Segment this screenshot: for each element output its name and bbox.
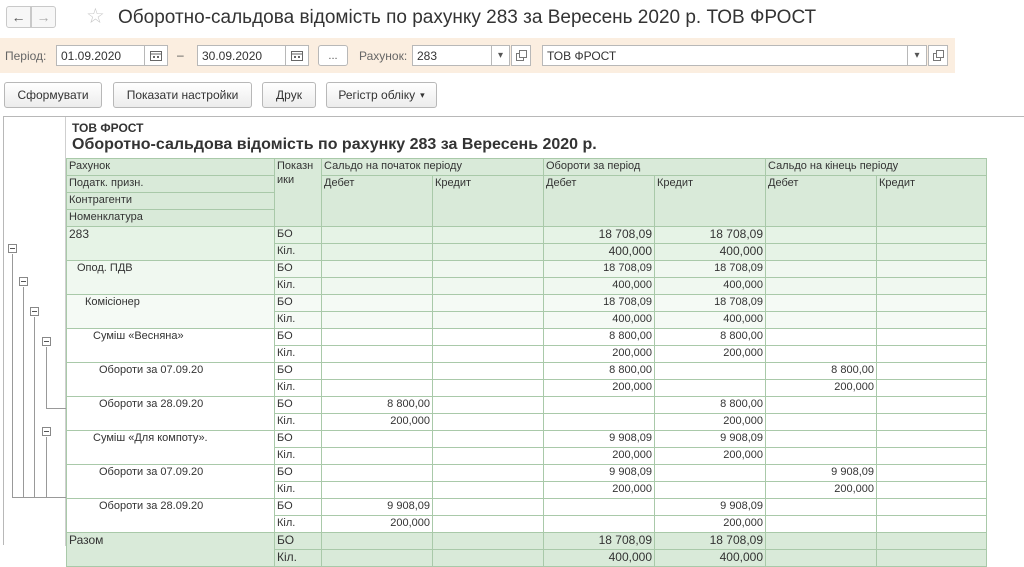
indicator-cell: Кіл. — [275, 414, 322, 431]
register-label: Регістр обліку — [338, 88, 416, 102]
value-cell[interactable]: 8 800,00 — [544, 363, 655, 380]
value-cell[interactable]: 200,000 — [322, 516, 433, 533]
value-cell[interactable]: 200,000 — [655, 516, 766, 533]
value-cell[interactable]: 200,000 — [766, 482, 877, 499]
value-cell[interactable] — [433, 278, 544, 295]
collapse-level-0-icon[interactable] — [8, 244, 17, 253]
chevron-down-icon: ▾ — [497, 50, 504, 61]
date-to-input[interactable]: 30.09.2020 — [197, 45, 286, 66]
period-dash: – — [177, 48, 184, 62]
header-tax-sign: Податк. призн. — [67, 176, 275, 193]
value-cell[interactable] — [766, 346, 877, 363]
value-cell[interactable] — [433, 533, 544, 550]
value-cell[interactable] — [655, 363, 766, 380]
table-row — [67, 533, 987, 550]
title-bar — [0, 0, 1024, 36]
value-cell[interactable] — [766, 329, 877, 346]
value-cell[interactable]: 200,000 — [544, 448, 655, 465]
date-from-input[interactable]: 01.09.2020 — [56, 45, 145, 66]
header-debit: Дебет — [766, 176, 877, 227]
value-cell[interactable] — [433, 465, 544, 482]
value-cell[interactable]: 9 908,09 — [655, 499, 766, 516]
table-row — [67, 363, 987, 380]
value-cell[interactable]: 18 708,09 — [544, 295, 655, 312]
toolbar — [0, 82, 1024, 110]
value-cell[interactable] — [877, 295, 987, 312]
row-name[interactable]: Суміш «Для компоту». — [67, 431, 275, 465]
value-cell[interactable] — [544, 397, 655, 414]
value-cell[interactable] — [766, 295, 877, 312]
account-open-button[interactable] — [511, 45, 531, 66]
table-row — [67, 295, 987, 312]
value-cell[interactable] — [877, 499, 987, 516]
register-dropdown-button[interactable] — [326, 82, 437, 108]
back-button[interactable] — [6, 6, 31, 28]
value-cell[interactable] — [433, 431, 544, 448]
table-row — [67, 329, 987, 346]
value-cell[interactable]: 200,000 — [544, 346, 655, 363]
header-credit: Кредит — [655, 176, 766, 227]
period-label: Період: — [5, 49, 47, 63]
table-row — [67, 261, 987, 278]
header-indicator: Показн ики — [275, 159, 322, 227]
indicator-cell: Кіл. — [275, 516, 322, 533]
value-cell[interactable]: 200,000 — [544, 380, 655, 397]
indicator-cell: БО — [275, 295, 322, 312]
value-cell[interactable]: 18 708,09 — [655, 261, 766, 278]
open-form-icon — [516, 50, 527, 61]
indicator-cell: БО — [275, 261, 322, 278]
value-cell[interactable] — [544, 414, 655, 431]
calendar-to-button[interactable] — [285, 45, 309, 66]
header-debit: Дебет — [544, 176, 655, 227]
value-cell[interactable] — [766, 499, 877, 516]
header-nomenclature: Номенклатура — [67, 210, 275, 227]
value-cell[interactable]: 8 800,00 — [655, 397, 766, 414]
value-cell[interactable] — [322, 278, 433, 295]
value-cell[interactable] — [433, 516, 544, 533]
value-cell[interactable] — [655, 380, 766, 397]
header-credit: Кредит — [433, 176, 544, 227]
value-cell[interactable]: 400,000 — [655, 244, 766, 261]
report-area — [3, 116, 1024, 564]
value-cell[interactable] — [433, 329, 544, 346]
value-cell[interactable] — [877, 550, 987, 567]
value-cell[interactable]: 400,000 — [655, 312, 766, 329]
value-cell[interactable]: 400,000 — [544, 550, 655, 567]
value-cell[interactable] — [322, 550, 433, 567]
outline-line — [46, 408, 66, 409]
value-cell[interactable] — [322, 227, 433, 244]
value-cell[interactable] — [322, 346, 433, 363]
header-turnover: Обороти за період — [544, 159, 766, 176]
value-cell[interactable] — [766, 516, 877, 533]
period-select-button[interactable]: ... — [318, 45, 348, 66]
value-cell[interactable] — [877, 380, 987, 397]
value-cell[interactable]: 18 708,09 — [544, 261, 655, 278]
value-cell[interactable]: 18 708,09 — [655, 227, 766, 244]
value-cell[interactable]: 400,000 — [655, 550, 766, 567]
value-cell[interactable]: 9 908,09 — [544, 465, 655, 482]
value-cell[interactable] — [433, 550, 544, 567]
generate-button[interactable]: Сформувати — [4, 82, 102, 108]
value-cell[interactable] — [433, 312, 544, 329]
value-cell[interactable] — [433, 448, 544, 465]
value-cell[interactable] — [655, 465, 766, 482]
indicator-cell: БО — [275, 465, 322, 482]
collapse-level-2-icon[interactable] — [30, 307, 39, 316]
value-cell[interactable] — [877, 363, 987, 380]
value-cell[interactable] — [322, 431, 433, 448]
value-cell[interactable]: 8 800,00 — [766, 363, 877, 380]
value-cell[interactable] — [766, 312, 877, 329]
value-cell[interactable] — [322, 465, 433, 482]
page-title: Оборотно-сальдова відомість по рахунку 283 за Вересень 2020 р. ТОВ ФРОСТ — [118, 7, 817, 28]
organization-open-button[interactable] — [928, 45, 948, 66]
indicator-cell: БО — [275, 533, 322, 550]
collapse-level-1-icon[interactable] — [19, 277, 28, 286]
table-row — [67, 397, 987, 414]
organization-dropdown-button[interactable] — [907, 45, 927, 66]
indicator-cell: БО — [275, 329, 322, 346]
value-cell[interactable] — [544, 499, 655, 516]
outline-line — [12, 254, 13, 498]
table-row — [67, 499, 987, 516]
value-cell[interactable]: 18 708,09 — [655, 533, 766, 550]
value-cell[interactable]: 18 708,09 — [544, 227, 655, 244]
row-name[interactable]: Разом — [67, 533, 275, 567]
value-cell[interactable] — [322, 312, 433, 329]
value-cell[interactable] — [433, 482, 544, 499]
indicator-cell: Кіл. — [275, 244, 322, 261]
show-settings-button[interactable]: Показати настройки — [113, 82, 252, 108]
value-cell[interactable] — [766, 448, 877, 465]
value-cell[interactable] — [877, 431, 987, 448]
outline-line — [46, 347, 47, 409]
filter-bar — [0, 38, 955, 73]
indicator-cell: Кіл. — [275, 482, 322, 499]
value-cell[interactable]: 400,000 — [544, 244, 655, 261]
header-debit: Дебет — [322, 176, 433, 227]
value-cell[interactable] — [766, 261, 877, 278]
calendar-icon — [150, 50, 162, 61]
value-cell[interactable] — [322, 295, 433, 312]
account-input[interactable]: 283 — [412, 45, 492, 66]
value-cell[interactable]: 200,000 — [322, 414, 433, 431]
forward-button[interactable] — [31, 6, 56, 28]
row-name[interactable]: Комісіонер — [67, 295, 275, 329]
arrow-right-icon: → — [36, 9, 51, 25]
row-name[interactable]: 283 — [67, 227, 275, 261]
indicator-cell: Кіл. — [275, 380, 322, 397]
value-cell[interactable] — [877, 227, 987, 244]
header-contractors: Контрагенти — [67, 193, 275, 210]
value-cell[interactable] — [766, 431, 877, 448]
value-cell[interactable] — [877, 312, 987, 329]
value-cell[interactable]: 8 800,00 — [322, 397, 433, 414]
value-cell[interactable]: 9 908,09 — [766, 465, 877, 482]
value-cell[interactable]: 9 908,09 — [322, 499, 433, 516]
value-cell[interactable]: 18 708,09 — [544, 533, 655, 550]
value-cell[interactable] — [766, 533, 877, 550]
value-cell[interactable] — [877, 329, 987, 346]
value-cell[interactable] — [322, 380, 433, 397]
value-cell[interactable] — [433, 380, 544, 397]
value-cell[interactable] — [877, 261, 987, 278]
outline-line — [34, 317, 35, 498]
value-cell[interactable] — [544, 516, 655, 533]
value-cell[interactable] — [877, 278, 987, 295]
value-cell[interactable]: 8 800,00 — [544, 329, 655, 346]
value-cell[interactable] — [877, 414, 987, 431]
indicator-cell: БО — [275, 431, 322, 448]
arrow-left-icon: ← — [11, 9, 26, 25]
header-credit: Кредит — [877, 176, 987, 227]
calendar-from-button[interactable] — [144, 45, 168, 66]
value-cell[interactable]: 9 908,09 — [544, 431, 655, 448]
value-cell[interactable] — [433, 499, 544, 516]
value-cell[interactable] — [877, 516, 987, 533]
report-organization: ТОВ ФРОСТ — [72, 121, 144, 135]
row-name[interactable]: Обороти за 28.09.20 — [67, 499, 275, 533]
collapse-level-3b-icon[interactable] — [42, 427, 51, 436]
report-title: Оборотно-сальдова відомість по рахунку 283 за Вересень 2020 р. — [72, 136, 597, 153]
value-cell[interactable]: 200,000 — [655, 414, 766, 431]
table-row — [67, 227, 987, 244]
value-cell[interactable] — [433, 295, 544, 312]
indicator-cell: Кіл. — [275, 346, 322, 363]
value-cell[interactable] — [877, 482, 987, 499]
indicator-cell: Кіл. — [275, 312, 322, 329]
value-cell[interactable]: 18 708,09 — [655, 295, 766, 312]
value-cell[interactable] — [433, 261, 544, 278]
value-cell[interactable] — [433, 414, 544, 431]
value-cell[interactable] — [877, 397, 987, 414]
indicator-cell: БО — [275, 397, 322, 414]
value-cell[interactable] — [322, 329, 433, 346]
print-button[interactable]: Друк — [262, 82, 316, 108]
indicator-cell: БО — [275, 227, 322, 244]
value-cell[interactable]: 400,000 — [655, 278, 766, 295]
value-cell[interactable] — [433, 346, 544, 363]
table-row — [67, 465, 987, 482]
value-cell[interactable]: 9 908,09 — [655, 431, 766, 448]
report-table — [66, 158, 987, 567]
indicator-cell: БО — [275, 499, 322, 516]
value-cell[interactable] — [766, 397, 877, 414]
open-form-icon — [933, 50, 944, 61]
value-cell[interactable] — [877, 346, 987, 363]
row-name[interactable]: Обороти за 28.09.20 — [67, 397, 275, 431]
chevron-down-icon: ▾ — [420, 89, 425, 100]
value-cell[interactable] — [877, 533, 987, 550]
header-balance-end: Сальдо на кінець періоду — [766, 159, 987, 176]
row-name[interactable]: Обороти за 07.09.20 — [67, 465, 275, 499]
value-cell[interactable]: 200,000 — [655, 448, 766, 465]
value-cell[interactable]: 400,000 — [544, 278, 655, 295]
row-name[interactable]: Опод. ПДВ — [67, 261, 275, 295]
value-cell[interactable] — [766, 550, 877, 567]
row-name[interactable]: Обороти за 07.09.20 — [67, 363, 275, 397]
value-cell[interactable] — [877, 244, 987, 261]
row-name[interactable]: Суміш «Весняна» — [67, 329, 275, 363]
value-cell[interactable]: 200,000 — [766, 380, 877, 397]
value-cell[interactable] — [322, 261, 433, 278]
value-cell[interactable] — [322, 448, 433, 465]
value-cell[interactable] — [322, 533, 433, 550]
outline-line — [23, 287, 24, 498]
star-icon[interactable]: ☆ — [86, 4, 105, 28]
value-cell[interactable] — [433, 227, 544, 244]
chevron-down-icon: ▾ — [914, 50, 920, 61]
value-cell[interactable] — [322, 244, 433, 261]
value-cell[interactable] — [877, 448, 987, 465]
value-cell[interactable]: 200,000 — [655, 346, 766, 363]
value-cell[interactable]: 8 800,00 — [655, 329, 766, 346]
value-cell[interactable] — [433, 244, 544, 261]
indicator-cell: Кіл. — [275, 278, 322, 295]
account-label: Рахунок: — [359, 49, 408, 63]
calendar-icon — [291, 50, 303, 61]
value-cell[interactable] — [433, 363, 544, 380]
value-cell[interactable] — [766, 227, 877, 244]
value-cell[interactable] — [766, 278, 877, 295]
indicator-cell: Кіл. — [275, 448, 322, 465]
header-account: Рахунок — [67, 159, 275, 176]
grouping-column — [4, 117, 66, 546]
indicator-cell: БО — [275, 363, 322, 380]
value-cell[interactable]: 400,000 — [544, 312, 655, 329]
account-dropdown-button[interactable] — [491, 45, 510, 66]
value-cell[interactable] — [322, 363, 433, 380]
value-cell[interactable] — [766, 414, 877, 431]
indicator-cell: Кіл. — [275, 550, 322, 567]
value-cell[interactable] — [433, 397, 544, 414]
collapse-level-3a-icon[interactable] — [42, 337, 51, 346]
outline-line — [46, 437, 47, 498]
value-cell[interactable] — [766, 244, 877, 261]
organization-input[interactable]: ТОВ ФРОСТ — [542, 45, 908, 66]
value-cell[interactable] — [655, 482, 766, 499]
value-cell[interactable] — [322, 482, 433, 499]
header-balance-start: Сальдо на початок періоду — [322, 159, 544, 176]
value-cell[interactable]: 200,000 — [544, 482, 655, 499]
table-row — [67, 431, 987, 448]
outline-line — [12, 497, 66, 498]
value-cell[interactable] — [877, 465, 987, 482]
